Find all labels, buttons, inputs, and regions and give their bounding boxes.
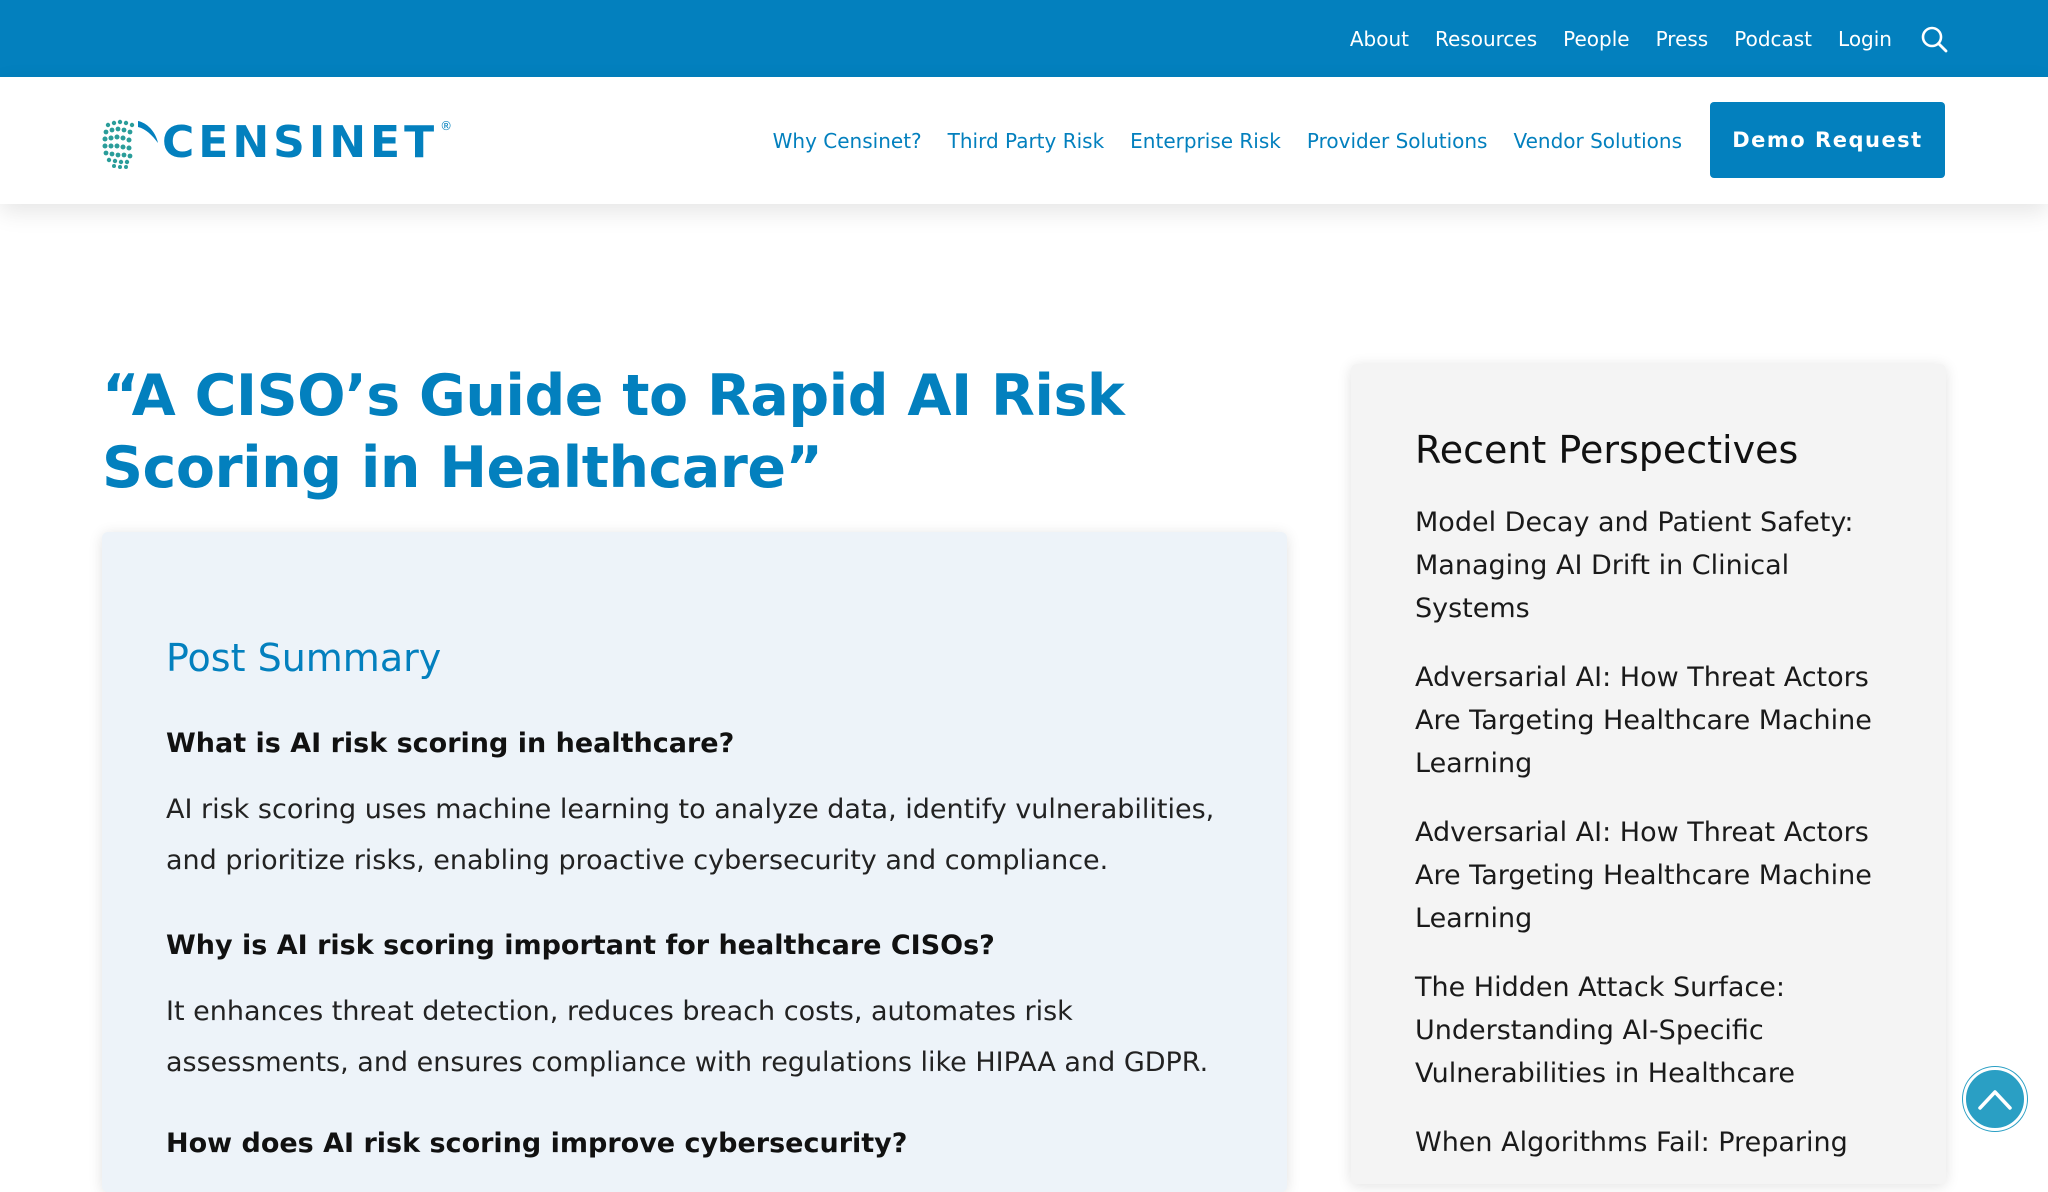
search-icon[interactable] — [1920, 25, 1948, 53]
utility-link-resources[interactable]: Resources — [1435, 26, 1538, 51]
demo-request-button[interactable]: Demo Request — [1710, 102, 1945, 178]
page-title: “A CISO’s Guide to Rapid AI Risk Scoring in Healthcare” — [102, 363, 1125, 501]
summary-question-2: Why is AI risk scoring important for healthcare CISOs? — [166, 930, 995, 961]
site-header — [0, 77, 2048, 204]
logo-wordmark: CENSINET — [162, 117, 439, 168]
post-summary-panel — [102, 532, 1287, 1192]
recent-post-link[interactable]: When Algorithms Fail: Preparing — [1415, 1127, 1848, 1158]
censinet-logo[interactable] — [102, 115, 452, 171]
utility-link-podcast[interactable]: Podcast — [1734, 26, 1813, 51]
nav-why-censinet[interactable]: Why Censinet? — [772, 128, 922, 153]
nav-third-party-risk[interactable]: Third Party Risk — [947, 128, 1105, 153]
recent-post-link[interactable]: Adversarial AI: How Threat Actors Are Targeting Healthcare Machine Learning — [1415, 817, 1872, 934]
nav-enterprise-risk[interactable]: Enterprise Risk — [1130, 128, 1281, 153]
utility-bar — [0, 0, 2048, 77]
summary-answer-2: It enhances threat detection, reduces breach costs, automates risk assessments, and ensures compliance with regulations like HIPAA and GDPR. — [166, 996, 1209, 1078]
utility-link-login[interactable]: Login — [1838, 26, 1892, 51]
nav-vendor-solutions[interactable]: Vendor Solutions — [1513, 128, 1682, 153]
registered-mark: ® — [440, 119, 453, 133]
chevron-up-icon — [1977, 1087, 2013, 1111]
main-nav — [773, 77, 1682, 204]
recent-post-link[interactable]: Adversarial AI: How Threat Actors Are Targeting Healthcare Machine Learning — [1415, 662, 1872, 779]
logo-mark-icon — [102, 115, 160, 171]
utility-nav — [1350, 0, 1948, 77]
summary-question-3: How does AI risk scoring improve cybersecurity? — [166, 1128, 908, 1159]
nav-provider-solutions[interactable]: Provider Solutions — [1306, 128, 1488, 153]
sidebar-heading: Recent Perspectives — [1415, 428, 1799, 472]
utility-link-press[interactable]: Press — [1655, 26, 1709, 51]
back-to-top-button[interactable] — [1963, 1067, 2027, 1131]
utility-link-about[interactable]: About — [1349, 26, 1409, 51]
utility-link-people[interactable]: People — [1563, 26, 1630, 51]
recent-posts-list — [1415, 501, 1895, 1190]
recent-post-link[interactable]: The Hidden Attack Surface: Understanding AI-Specific Vulnerabilities in Healthcare — [1415, 972, 1795, 1089]
summary-question-1: What is AI risk scoring in healthcare? — [166, 728, 735, 759]
summary-answer-1: AI risk scoring uses machine learning to analyze data, identify vulnerabilities, and prioritize risks, enabling proactive cybersecurity and compliance. — [166, 794, 1215, 876]
recent-post-link[interactable]: Model Decay and Patient Safety: Managing AI Drift in Clinical Systems — [1415, 507, 1854, 624]
recent-perspectives-sidebar — [1351, 364, 1946, 1184]
summary-heading: Post Summary — [166, 636, 442, 680]
